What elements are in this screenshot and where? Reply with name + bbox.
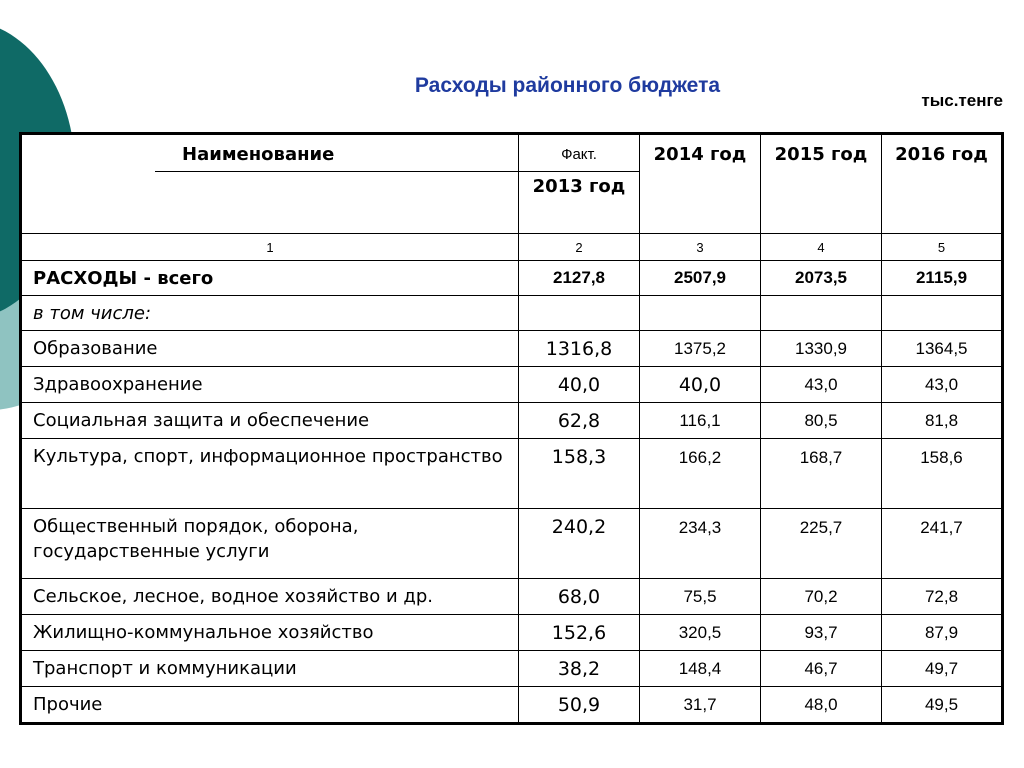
total-name: РАСХОДЫ - всего	[21, 261, 519, 296]
subheader-row	[21, 296, 1003, 331]
row-value: 49,7	[882, 651, 1003, 687]
row-value: 116,1	[640, 403, 761, 439]
row-value: 75,5	[640, 579, 761, 615]
row-value: 50,9	[519, 687, 640, 724]
total-value: 2073,5	[761, 261, 882, 296]
row-value: 87,9	[882, 615, 1003, 651]
row-name: Здравоохранение	[21, 367, 519, 403]
empty-cell	[640, 296, 761, 331]
row-name: Сельское, лесное, водное хозяйство и др.	[21, 579, 519, 615]
row-name: Жилищно-коммунальное хозяйство	[21, 615, 519, 651]
total-row	[21, 261, 1003, 296]
table-row	[21, 651, 1003, 687]
row-value: 166,2	[640, 439, 761, 509]
column-number: 4	[761, 234, 882, 261]
table-row	[21, 579, 1003, 615]
row-name: Культура, спорт, информационное пространство	[21, 439, 519, 509]
header-fact-label: Факт.	[561, 146, 597, 163]
row-value: 38,2	[519, 651, 640, 687]
header-name-label: Наименование	[182, 144, 335, 165]
table-row	[21, 687, 1003, 724]
table-row	[21, 509, 1003, 579]
column-numbers-row	[21, 234, 1003, 261]
row-value: 158,3	[519, 439, 640, 509]
empty-cell	[761, 296, 882, 331]
row-value: 62,8	[519, 403, 640, 439]
row-value: 1364,5	[882, 331, 1003, 367]
row-value: 240,2	[519, 509, 640, 579]
header-fact-year: 2013 год	[532, 176, 626, 197]
row-value: 241,7	[882, 509, 1003, 579]
header-divider	[155, 171, 519, 172]
row-value: 152,6	[519, 615, 640, 651]
row-value: 320,5	[640, 615, 761, 651]
header-name-cell	[21, 134, 519, 234]
unit-label: тыс.тенге	[921, 91, 1003, 110]
header-year-2016: 2016 год	[882, 134, 1003, 234]
row-name: Образование	[21, 331, 519, 367]
subheader-label: в том числе:	[21, 296, 519, 331]
header-fact-cell	[519, 134, 640, 234]
budget-table	[19, 132, 1004, 725]
row-value: 80,5	[761, 403, 882, 439]
total-value: 2115,9	[882, 261, 1003, 296]
header-year-2015: 2015 год	[761, 134, 882, 234]
empty-cell	[519, 296, 640, 331]
column-number: 2	[519, 234, 640, 261]
row-value: 49,5	[882, 687, 1003, 724]
column-number: 1	[21, 234, 519, 261]
column-number: 3	[640, 234, 761, 261]
total-value: 2127,8	[519, 261, 640, 296]
row-value: 43,0	[882, 367, 1003, 403]
row-value: 68,0	[519, 579, 640, 615]
row-value: 48,0	[761, 687, 882, 724]
table-row	[21, 403, 1003, 439]
row-value: 70,2	[761, 579, 882, 615]
row-value: 40,0	[519, 367, 640, 403]
table-row	[21, 439, 1003, 509]
row-value: 93,7	[761, 615, 882, 651]
row-value: 148,4	[640, 651, 761, 687]
row-value: 234,3	[640, 509, 761, 579]
row-value: 1375,2	[640, 331, 761, 367]
row-value: 1316,8	[519, 331, 640, 367]
table-row	[21, 331, 1003, 367]
row-value: 168,7	[761, 439, 882, 509]
row-name: Общественный порядок, оборона, государственные услуги	[21, 509, 519, 579]
table-row	[21, 367, 1003, 403]
row-name: Транспорт и коммуникации	[21, 651, 519, 687]
column-number: 5	[882, 234, 1003, 261]
row-value: 31,7	[640, 687, 761, 724]
row-value: 81,8	[882, 403, 1003, 439]
header-fact-divider	[518, 171, 640, 172]
row-name: Социальная защита и обеспечение	[21, 403, 519, 439]
empty-cell	[882, 296, 1003, 331]
row-name: Прочие	[21, 687, 519, 724]
row-value: 158,6	[882, 439, 1003, 509]
header-year-2014: 2014 год	[640, 134, 761, 234]
row-value: 43,0	[761, 367, 882, 403]
budget-table-body	[21, 134, 1003, 724]
row-value: 225,7	[761, 509, 882, 579]
row-value: 1330,9	[761, 331, 882, 367]
page-title: Расходы районного бюджета	[414, 74, 721, 97]
header-row	[21, 134, 1003, 234]
row-value: 72,8	[882, 579, 1003, 615]
row-value: 46,7	[761, 651, 882, 687]
row-value: 40,0	[640, 367, 761, 403]
table-row	[21, 615, 1003, 651]
total-value: 2507,9	[640, 261, 761, 296]
